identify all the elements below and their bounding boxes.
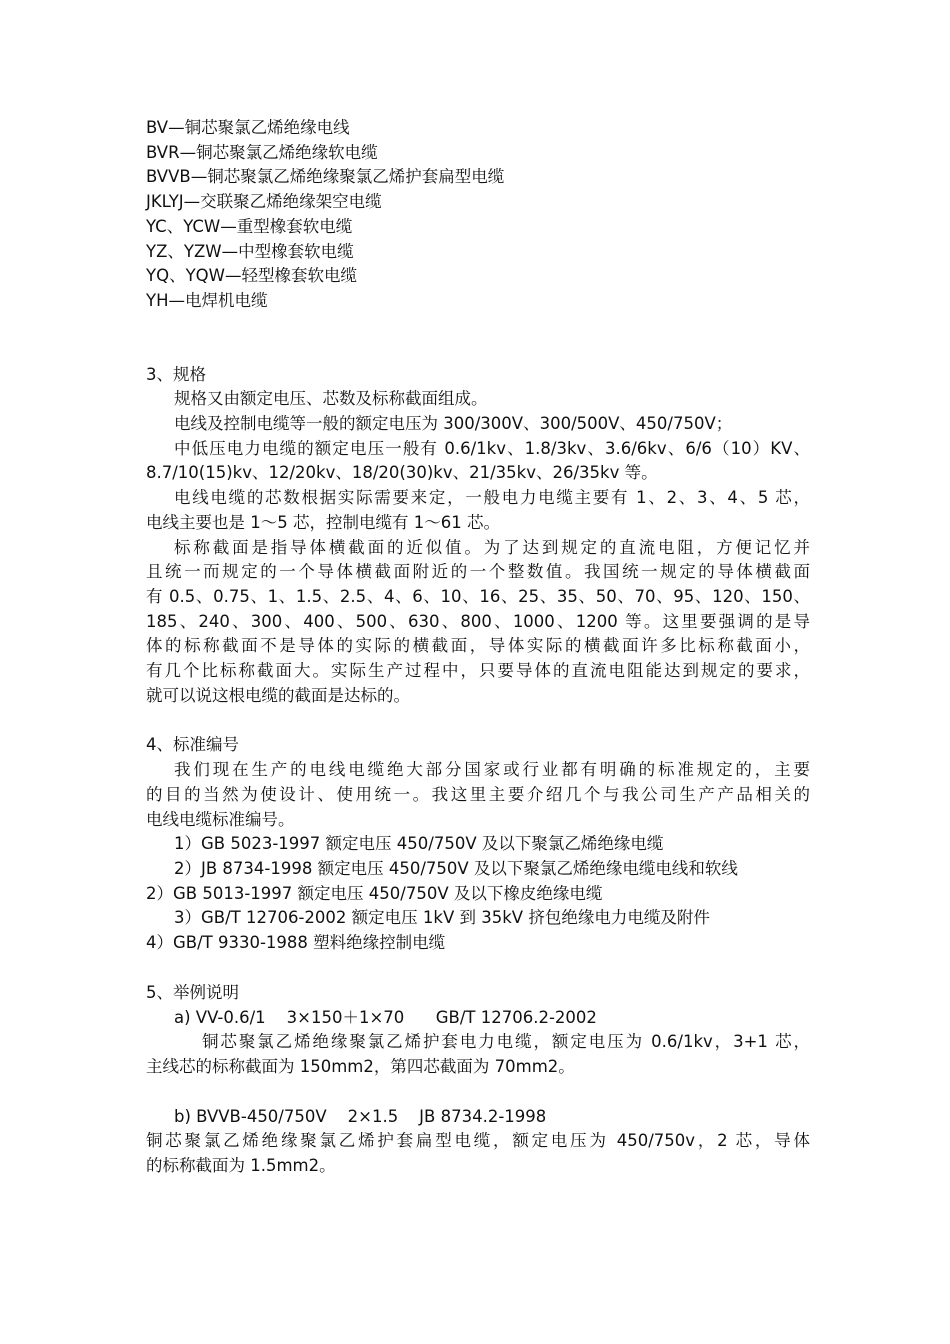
paragraph-line: 就可以说这根电缆的截面是达标的。 xyxy=(146,685,410,705)
paragraph-line: 体的标称截面不是导体的实际的横截面，导体实际的横截面许多比标称截面小， xyxy=(146,636,810,656)
paragraph-line: 的标称截面为 1.5mm2。 xyxy=(146,1156,336,1176)
paragraph: 电线及控制电缆等一般的额定电压为 300/300V、300/500V、450/750V； xyxy=(174,414,733,434)
list-item: BVR—铜芯聚氯乙烯绝缘软电缆 xyxy=(146,142,378,162)
document-page xyxy=(146,116,810,1179)
paragraph-line: 电线电缆的芯数根据实际需要来定，一般电力电缆主要有 1、2、3、4、5 芯， xyxy=(174,488,810,508)
section-standards xyxy=(146,733,810,955)
standard-item: 4）GB/T 9330-1988 塑料绝缘控制电缆 xyxy=(146,933,446,953)
standard-item: 1）GB 5023-1997 额定电压 450/750V 及以下聚氯乙烯绝缘电缆 xyxy=(174,834,664,854)
paragraph-line: 的目的当然为使设计、使用统一。我这里主要介绍几个与我公司生产产品相关的 xyxy=(146,784,810,804)
list-item: YC、YCW—重型橡套软电缆 xyxy=(146,216,353,236)
list-item: YQ、YQW—轻型橡套软电缆 xyxy=(146,266,357,286)
paragraph-line: 我们现在生产的电线电缆绝大部分国家或行业都有明确的标准规定的，主要 xyxy=(174,760,810,780)
list-item: YH—电焊机电缆 xyxy=(146,290,268,310)
paragraph-line: 铜芯聚氯乙烯绝缘聚氯乙烯护套扁型电缆，额定电压为 450/750v，2 芯，导体 xyxy=(146,1131,810,1151)
paragraph-line: 铜芯聚氯乙烯绝缘聚氯乙烯护套电力电缆，额定电压为 0.6/1kv，3+1 芯， xyxy=(202,1032,810,1052)
cable-type-list xyxy=(146,116,810,314)
standard-item: 2）JB 8734-1998 额定电压 450/750V 及以下聚氯乙烯绝缘电缆电线和软线 xyxy=(174,858,738,878)
section-specification xyxy=(146,363,810,709)
list-item: JKLYJ—交联聚乙烯绝缘架空电缆 xyxy=(146,192,382,212)
paragraph: 规格又由额定电压、芯数及标称截面组成。 xyxy=(174,389,488,409)
example-code: b) BVVB-450/750V 2×1.5 JB 8734.2-1998 xyxy=(174,1106,547,1126)
standard-item: 2）GB 5013-1997 额定电压 450/750V 及以下橡皮绝缘电缆 xyxy=(146,883,603,903)
paragraph-line: 主线芯的标称截面为 150mm2，第四芯截面为 70mm2。 xyxy=(146,1056,575,1076)
section-heading: 4、标准编号 xyxy=(146,735,239,755)
section-examples xyxy=(146,981,810,1179)
paragraph-line: 有 0.5、0.75、1、1.5、2.5、4、6、10、16、25、35、50、70、95、120、150、 xyxy=(146,586,810,606)
paragraph-line: 电线主要也是 1～5 芯，控制电缆有 1～61 芯。 xyxy=(146,512,500,532)
paragraph-line: 且统一而规定的一个导体横截面附近的一个整数值。我国统一规定的导体横截面 xyxy=(146,562,810,582)
section-heading: 5、举例说明 xyxy=(146,982,239,1002)
list-item: BV—铜芯聚氯乙烯绝缘电线 xyxy=(146,118,350,137)
section-heading: 3、规格 xyxy=(146,364,206,384)
paragraph-line: 电线电缆标准编号。 xyxy=(146,809,295,829)
paragraph-line: 中低压电力电缆的额定电压一般有 0.6/1kv、1.8/3kv、3.6/6kv、6/6（10）KV、 xyxy=(174,438,810,458)
paragraph-line: 8.7/10(15)kv、12/20kv、18/20(30)kv、21/35kv、26/35kv 等。 xyxy=(146,463,658,483)
example-code: a) VV-0.6/1 3×150＋1×70 GB/T 12706.2-2002 xyxy=(174,1007,597,1027)
list-item: YZ、YZW—中型橡套软电缆 xyxy=(146,241,354,261)
paragraph-line: 185、240、300、400、500、630、800、1000、1200 等。这里要强调的是导 xyxy=(146,611,810,631)
standard-item: 3）GB/T 12706-2002 额定电压 1kV 到 35kV 挤包绝缘电力电缆及附件 xyxy=(174,908,710,928)
paragraph-line: 标称截面是指导体横截面的近似值。为了达到规定的直流电阻，方便记忆并 xyxy=(174,537,810,557)
paragraph-line: 有几个比标称截面大。实际生产过程中，只要导体的直流电阻能达到规定的要求， xyxy=(146,661,810,681)
list-item: BVVB—铜芯聚氯乙烯绝缘聚氯乙烯护套扁型电缆 xyxy=(146,167,505,187)
